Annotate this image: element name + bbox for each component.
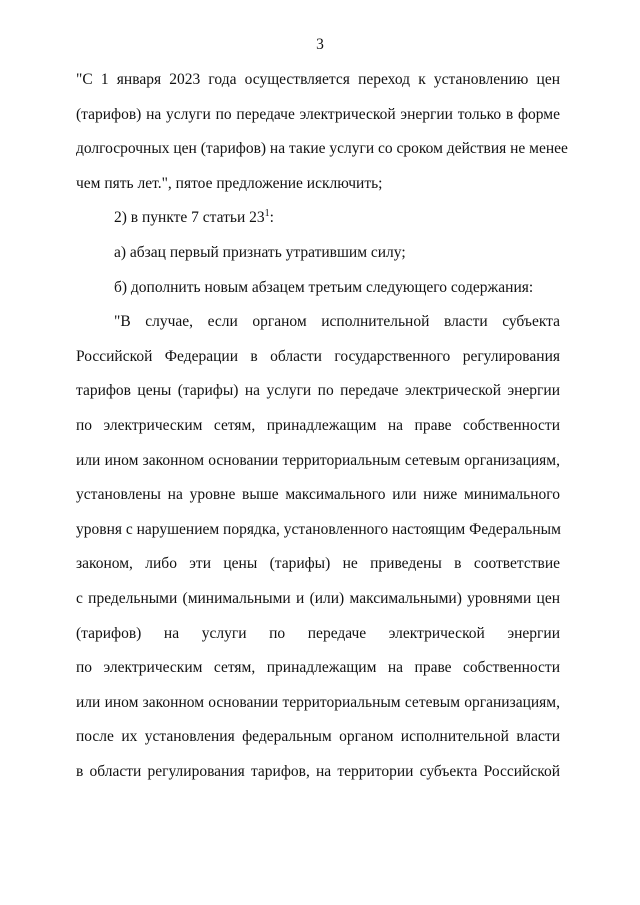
text-line: установлены на уровне выше максимального или ниже минимального [76, 486, 560, 504]
text-line: по электрическим сетям, принадлежащим на праве собственности [76, 416, 560, 434]
document-body [76, 70, 568, 796]
text-line: Российской Федерации в области государственного регулирования [76, 347, 560, 365]
article-superscript: 1 [264, 208, 270, 220]
text-line: законом, либо эти цены (тарифы) не приведены в соответствие [76, 555, 560, 573]
article-reference-text: 2) в пункте 7 статьи 23 [114, 209, 265, 227]
article-reference-suffix: : [269, 209, 274, 227]
text-line-article-reference [76, 208, 560, 243]
text-line: "С 1 января 2023 года осуществляется переход к установлению цен [76, 71, 560, 88]
text-line: с предельными (минимальными и (или) максимальными) уровнями цен [76, 589, 560, 607]
text-line: или ином законном основании территориальным сетевым организациям, [76, 693, 560, 711]
text-line: или ином законном основании территориальным сетевым организациям, [76, 451, 560, 469]
text-line: тарифов цены (тарифы) на услуги по передаче электрической энергии [76, 382, 560, 400]
text-line: чем пять лет.", пятое предложение исключить; [76, 174, 383, 192]
page-number: 3 [316, 36, 324, 53]
text-line: после их установления федеральным органом исполнительной власти [76, 728, 560, 746]
text-line: (тарифов) на услуги по передаче электрической энергии только в форме [76, 105, 560, 123]
text-line: в области регулирования тарифов, на территории субъекта Российской [76, 762, 560, 780]
text-line: уровня с нарушением порядка, установленного настоящим Федеральным [76, 520, 561, 538]
text-line: (тарифов) на услуги по передаче электрической энергии [76, 624, 560, 642]
text-line: б) дополнить новым абзацем третьим следующего содержания: [114, 278, 534, 296]
text-line: а) абзац первый признать утратившим силу; [114, 243, 406, 261]
text-line: по электрическим сетям, принадлежащим на праве собственности [76, 659, 560, 677]
text-line: "В случае, если органом исполнительной власти субъекта [114, 313, 560, 331]
text-line: долгосрочных цен (тарифов) на такие услуги со сроком действия не менее [76, 140, 568, 158]
